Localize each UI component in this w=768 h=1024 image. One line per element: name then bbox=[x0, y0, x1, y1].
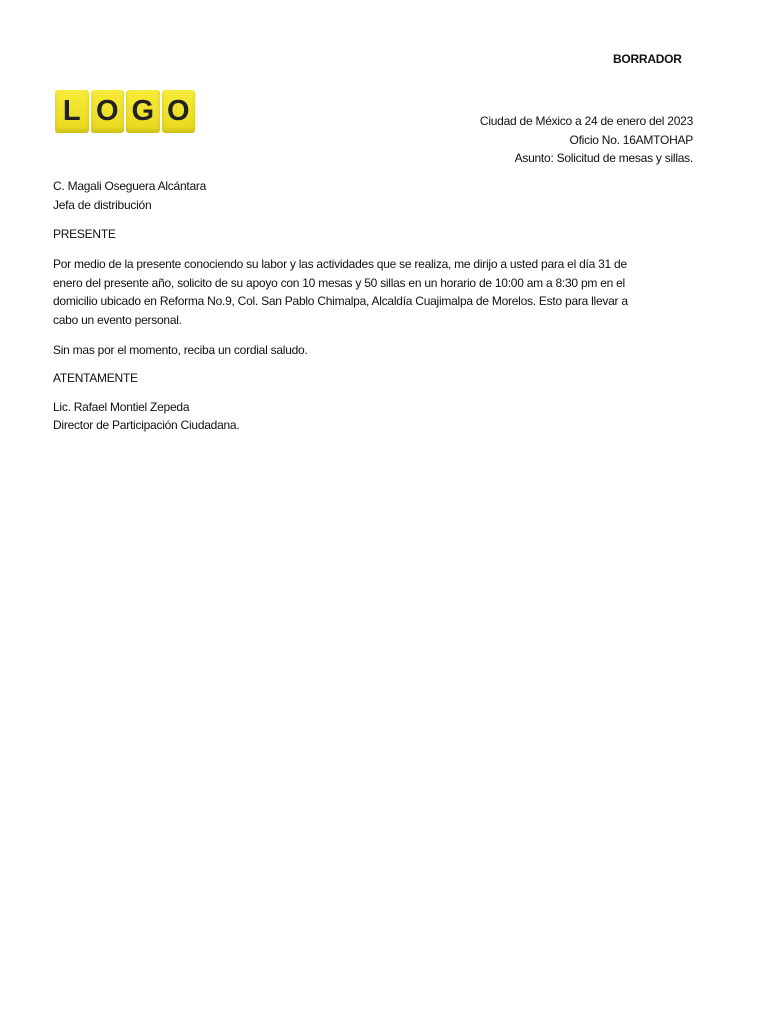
body-line: Por medio de la presente conociendo su labor y las actividades que se realiza, me dirijo a usted para el día 31 de bbox=[53, 257, 627, 271]
greeting: PRESENTE bbox=[53, 227, 116, 241]
logo-cube: O bbox=[91, 90, 125, 133]
body-line: enero del presente año, solicito de su apoyo con 10 mesas y 50 sillas en un horario de 10:00 am a 8:30 pm en el bbox=[53, 275, 625, 290]
logo bbox=[55, 90, 195, 133]
sender-name: Lic. Rafael Montiel Zepeda bbox=[53, 400, 190, 414]
sign-off: ATENTAMENTE bbox=[53, 371, 138, 385]
logo-cube: O bbox=[162, 90, 196, 133]
body-line: domicilio ubicado en Reforma No.9, Col. San Pablo Chimalpa, Alcaldía Cuajimalpa de Morelos. Esto para llevar a bbox=[53, 294, 628, 309]
recipient-title: Jefa de distribución bbox=[53, 198, 152, 212]
logo-cube: L bbox=[55, 90, 89, 133]
recipient-name: C. Magali Oseguera Alcántara bbox=[53, 179, 207, 193]
body-paragraph bbox=[53, 255, 628, 330]
letter-header bbox=[480, 112, 693, 168]
office-number: Oficio No. 16AMTOHAP bbox=[569, 132, 693, 147]
logo-cube: G bbox=[126, 90, 160, 133]
closing: Sin mas por el momento, reciba un cordial saludo. bbox=[53, 343, 308, 357]
draft-label: BORRADOR bbox=[613, 52, 682, 66]
subject: Asunto: Solicitud de mesas y sillas. bbox=[514, 151, 693, 165]
place-date: Ciudad de México a 24 de enero del 2023 bbox=[479, 114, 693, 128]
body-line: cabo un evento personal. bbox=[53, 313, 182, 328]
sender-title: Director de Participación Ciudadana. bbox=[53, 418, 240, 432]
